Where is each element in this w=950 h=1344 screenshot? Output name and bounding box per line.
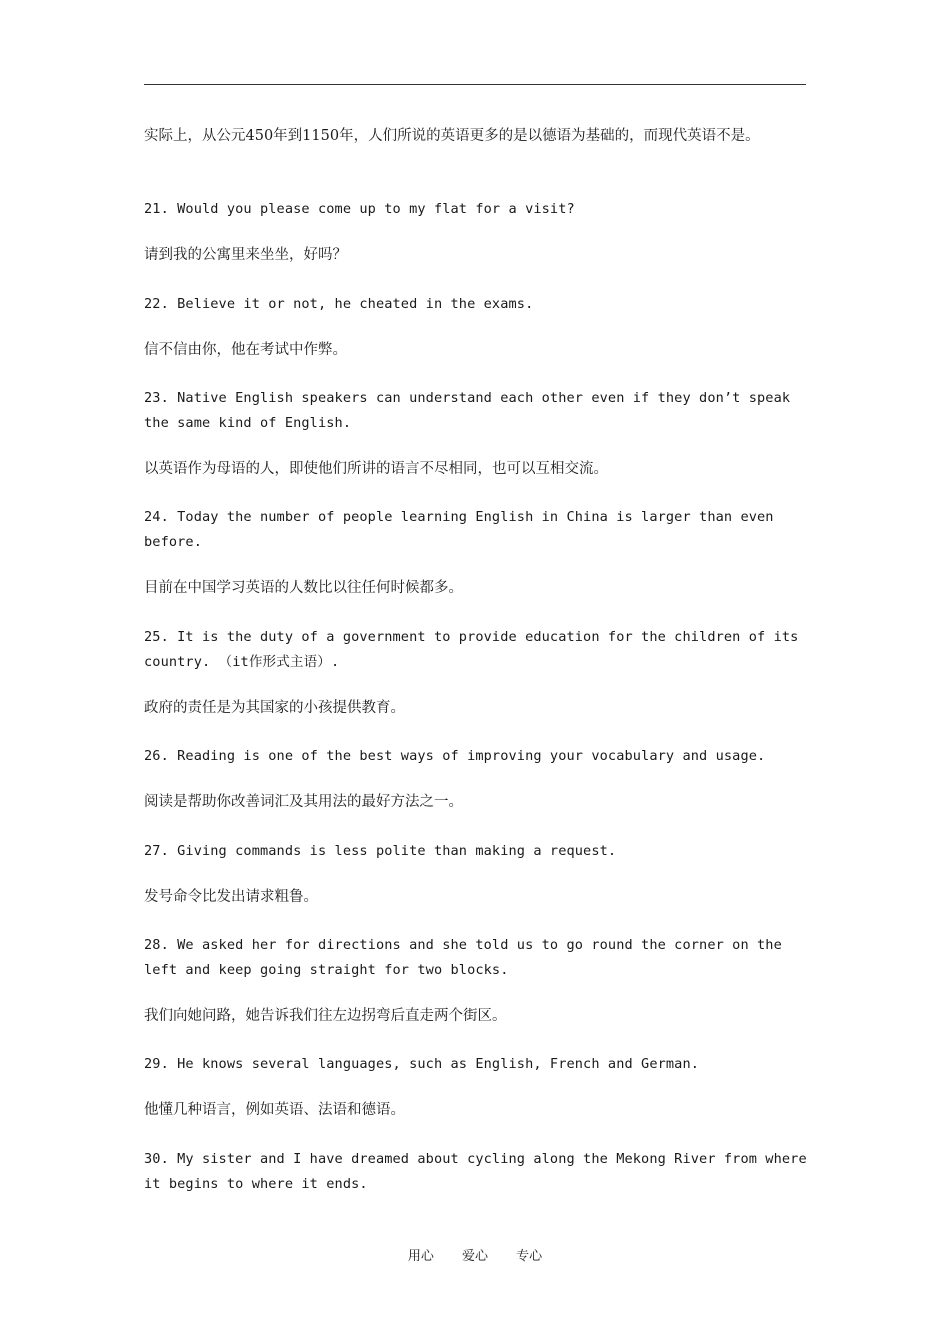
sentence-22-chinese: 信不信由你，他在考试中作弊。 <box>144 342 347 358</box>
sentence-21-chinese: 请到我的公寓里来坐坐，好吗？ <box>144 247 347 263</box>
sentence-25-chinese: 政府的责任是为其国家的小孩提供教育。 <box>144 700 405 716</box>
header-rule <box>144 84 806 85</box>
sentence-26-chinese: 阅读是帮助你改善词汇及其用法的最好方法之一。 <box>144 794 463 810</box>
sentence-24-english: 24. Today the number of people learning English in China is larger than even before. <box>144 509 774 550</box>
sentence-29-chinese: 他懂几种语言，例如英语、法语和德语。 <box>144 1102 405 1118</box>
sentence-22-english: 22. Believe it or not, he cheated in the exams. <box>144 296 534 312</box>
sentence-26-english: 26. Reading is one of the best ways of improving your vocabulary and usage. <box>144 748 766 764</box>
sentence-28-english: 28. We asked her for directions and she told us to go round the corner on the left and keep going straight for two blocks. <box>144 937 782 978</box>
sentence-24-chinese: 目前在中国学习英语的人数比以往任何时候都多。 <box>144 580 463 596</box>
sentence-21-english: 21. Would you please come up to my flat for a visit? <box>144 201 575 217</box>
sentence-27-chinese: 发号命令比发出请求粗鲁。 <box>144 889 318 905</box>
page-footer <box>0 1245 950 1269</box>
sentence-23-chinese: 以英语作为母语的人，即使他们所讲的语言不尽相同，也可以互相交流。 <box>144 461 608 477</box>
footer-word: 爱心 <box>461 1249 488 1264</box>
sentence-27-english: 27. Giving commands is less polite than making a request. <box>144 843 617 859</box>
intro-paragraph: 实际上，从公元450年到1150年，人们所说的英语更多的是以德语为基础的，而现代英语不是。 <box>144 128 760 144</box>
sentence-23-english: 23. Native English speakers can understand each other even if they don’t speak the same kind of English. <box>144 390 791 431</box>
footer-word: 用心 <box>407 1249 434 1264</box>
sentence-25-english: 25. It is the duty of a government to provide education for the children of its country. （it作形式主语）. <box>144 629 799 670</box>
sentence-29-english: 29. He knows several languages, such as English, French and German. <box>144 1056 700 1072</box>
sentence-30-english: 30. My sister and I have dreamed about cycling along the Mekong River from where it begins to where it ends. <box>144 1151 807 1192</box>
footer-word: 专心 <box>516 1249 543 1264</box>
sentence-28-chinese: 我们向她问路，她告诉我们往左边拐弯后直走两个街区。 <box>144 1008 507 1024</box>
